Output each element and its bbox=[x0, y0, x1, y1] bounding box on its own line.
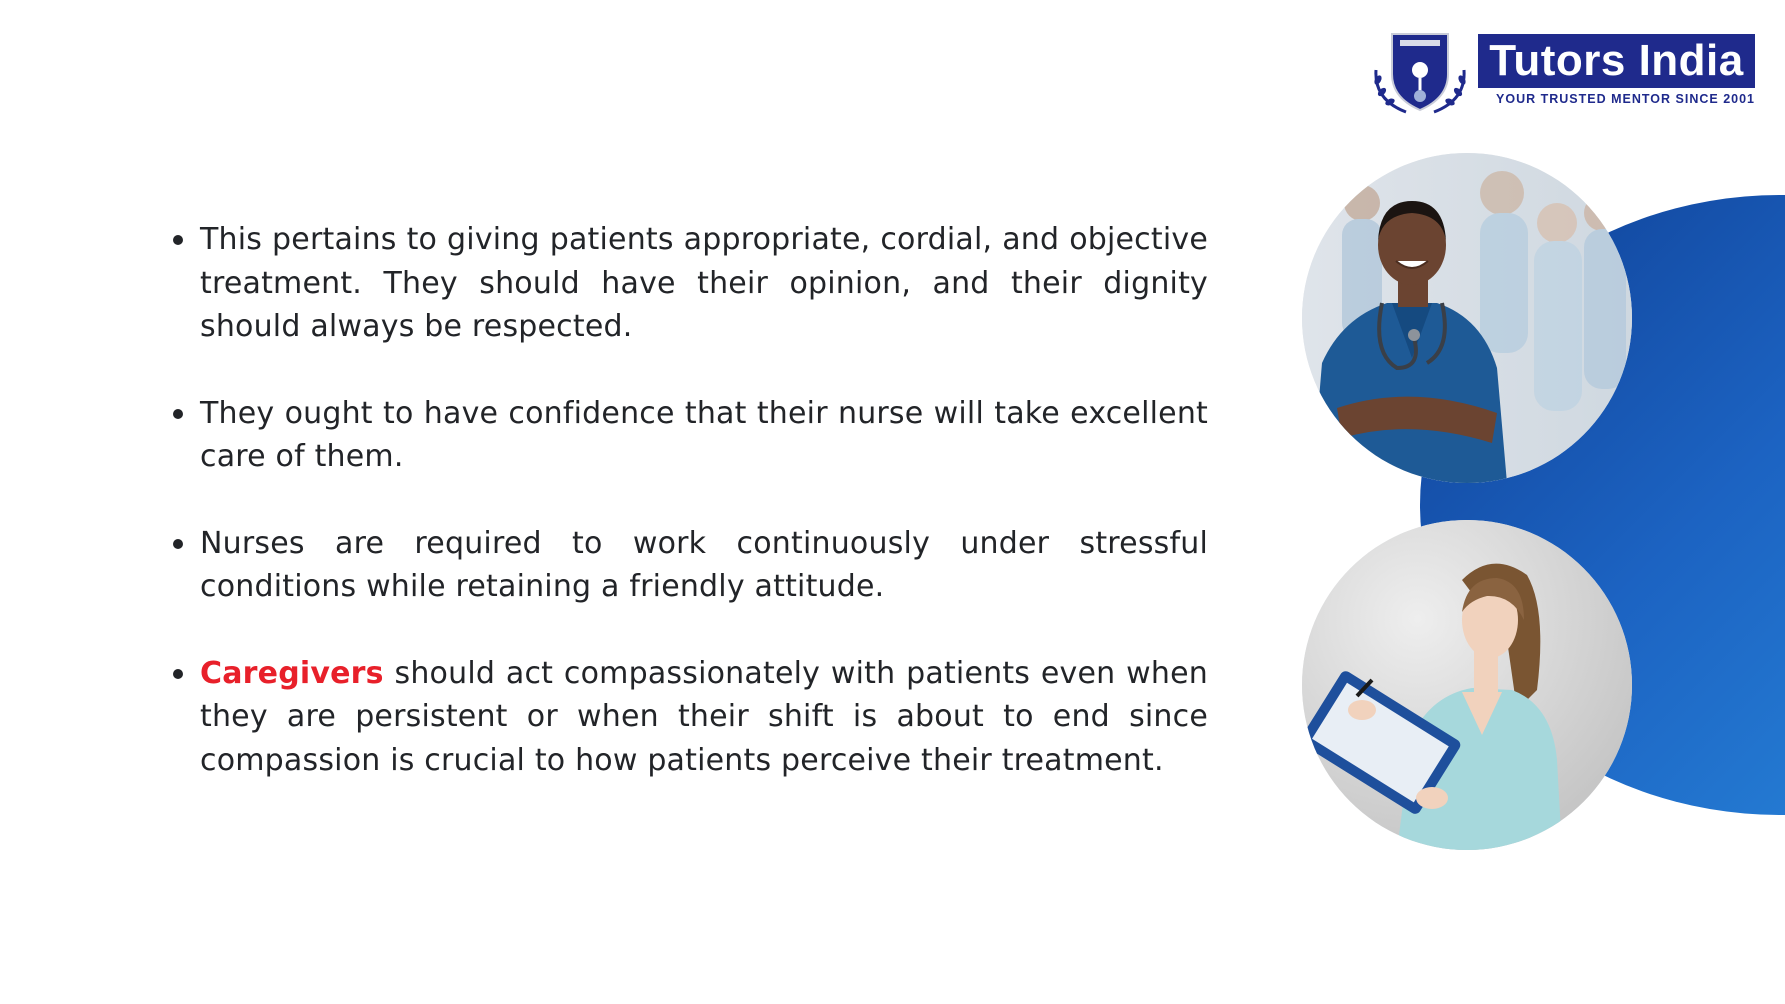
bullet-dot bbox=[173, 669, 183, 679]
bullet-text: This pertains to giving patients appropriate, cordial, and objective treatment. They should have their opinion, and their dignity should always be respected. bbox=[200, 222, 1208, 344]
bullet-text bbox=[200, 652, 1208, 783]
bullet-dot bbox=[173, 235, 183, 245]
logo-tagline: YOUR TRUSTED MENTOR SINCE 2001 bbox=[1496, 92, 1755, 106]
nurse-photo-circle bbox=[1302, 153, 1632, 483]
bullet-list bbox=[170, 218, 1208, 825]
nurse-with-stethoscope-image bbox=[1302, 153, 1632, 483]
bullet-item bbox=[170, 392, 1208, 479]
bullet-item bbox=[170, 522, 1208, 609]
bullet-text: They ought to have confidence that their nurse will take excellent care of them. bbox=[200, 395, 1208, 474]
bullet-dot bbox=[173, 539, 183, 549]
tutors-india-logo bbox=[1366, 30, 1756, 116]
bullet-text-rest: should act compassionately with patients even when they are persistent or when their shift is about to end since compassion is crucial to how patients perceive their treatment. bbox=[200, 655, 1208, 778]
nurse-clipboard-photo-circle bbox=[1302, 520, 1632, 850]
highlight-word: Caregivers bbox=[200, 655, 384, 691]
bullet-text: Nurses are required to work continuously under stressful conditions while retaining a friendly attitude. bbox=[200, 525, 1208, 604]
bullet-item bbox=[170, 652, 1208, 783]
bullet-item bbox=[170, 218, 1208, 349]
bullet-dot bbox=[173, 409, 183, 419]
nurse-with-clipboard-image bbox=[1302, 520, 1632, 850]
shield-emblem-icon bbox=[1366, 30, 1474, 116]
logo-brand-text: Tutors India bbox=[1478, 34, 1755, 88]
